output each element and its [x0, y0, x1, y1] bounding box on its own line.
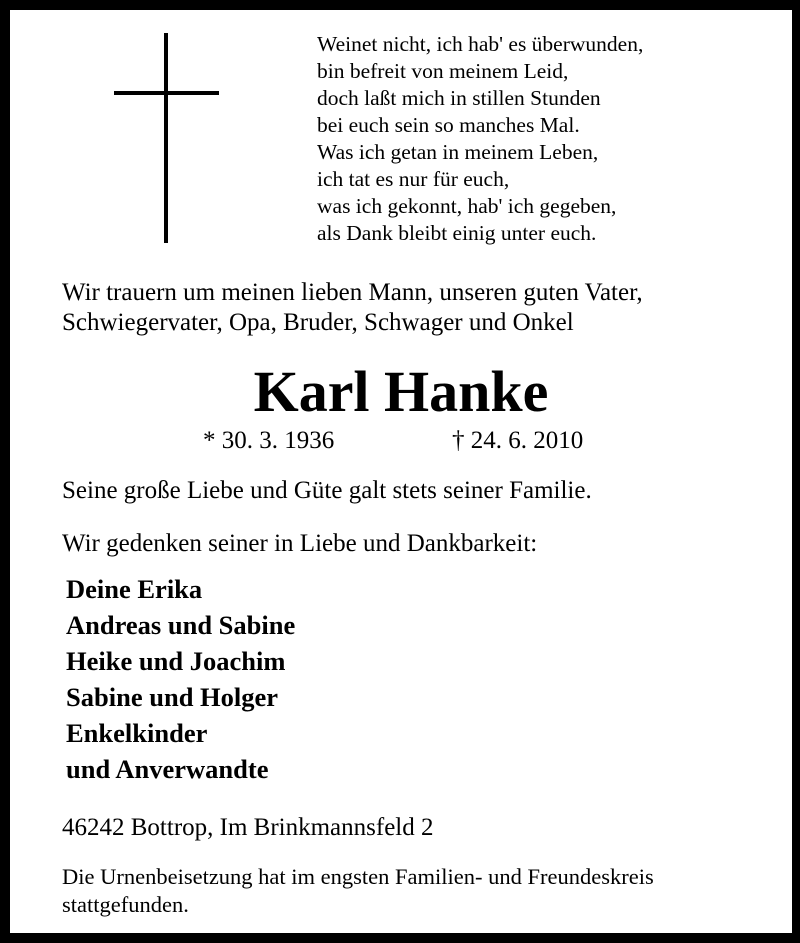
intro-line: Schwiegervater, Opa, Bruder, Schwager und Onkel [62, 309, 574, 336]
family-member: Sabine und Holger [66, 682, 279, 712]
death-date: † 24. 6. 2010 [452, 427, 584, 454]
family-member: Enkelkinder [66, 718, 208, 748]
birth-date: * 30. 3. 1936 [203, 427, 335, 454]
poem-line: doch laßt mich in stillen Stunden [317, 86, 601, 110]
poem-line: bei euch sein so manches Mal. [317, 113, 580, 137]
poem-line: Weinet nicht, ich hab' es überwunden, [317, 32, 644, 56]
intro-line: Wir trauern um meinen lieben Mann, unseren guten Vater, [62, 279, 643, 306]
family-member: und Anverwandte [66, 754, 269, 784]
tribute-text: Seine große Liebe und Güte galt stets seiner Familie. [62, 477, 592, 504]
poem-line: als Dank bleibt einig unter euch. [317, 221, 597, 245]
notice-line: Die Urnenbeisetzung hat im engsten Familien- und Freundeskreis [62, 864, 654, 889]
obituary-notice [10, 10, 792, 933]
notice-line: stattgefunden. [62, 892, 189, 917]
poem-line: ich tat es nur für euch, [317, 167, 510, 191]
poem-line: Was ich getan in meinem Leben, [317, 140, 599, 164]
poem-line: bin befreit von meinem Leid, [317, 59, 569, 83]
family-member: Andreas und Sabine [66, 610, 296, 640]
family-member: Deine Erika [66, 574, 203, 604]
cross-icon [164, 33, 168, 243]
remembrance-text: Wir gedenken seiner in Liebe und Dankbarkeit: [62, 530, 538, 557]
address: 46242 Bottrop, Im Brinkmannsfeld 2 [62, 814, 434, 841]
family-member: Heike und Joachim [66, 646, 286, 676]
poem-line: was ich gekonnt, hab' ich gegeben, [317, 194, 617, 218]
cross-icon-bar [114, 91, 219, 95]
deceased-name: Karl Hanke [253, 359, 549, 424]
